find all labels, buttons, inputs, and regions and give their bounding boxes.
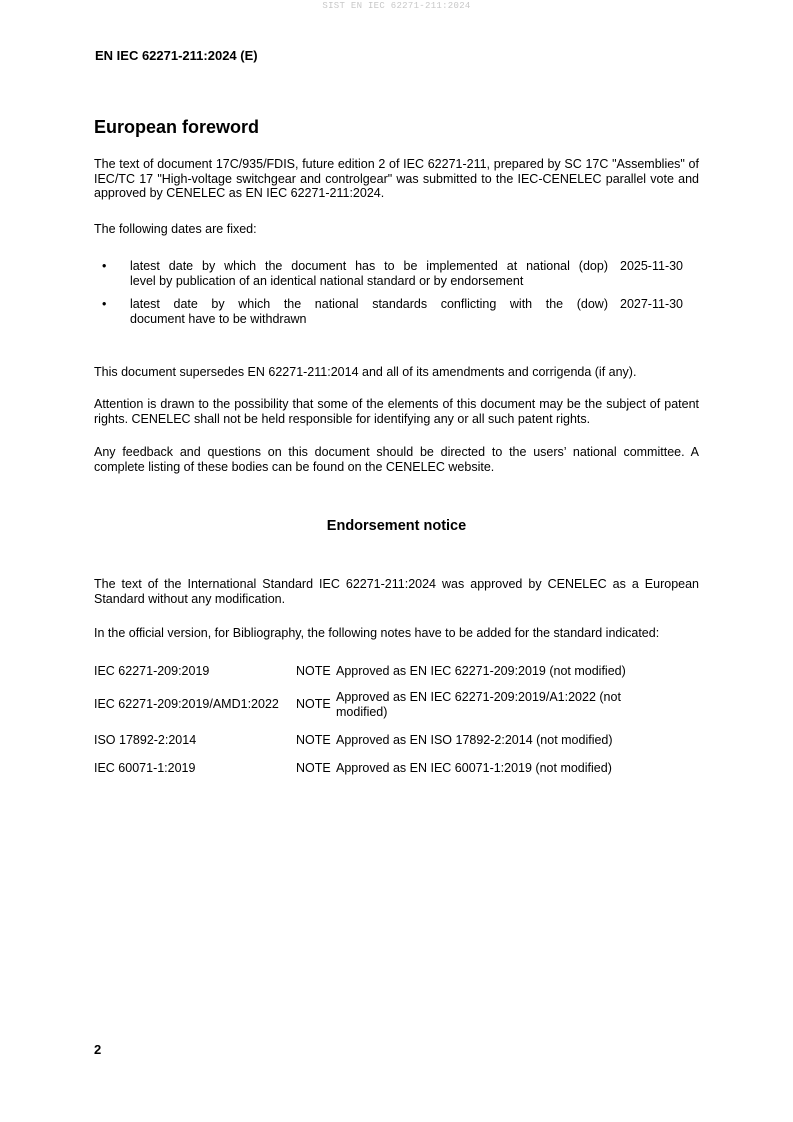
feedback-paragraph: Any feedback and questions on this document should be directed to the users’ national committee. A complete listing of these bodies can be found on the CENELEC website. — [94, 445, 699, 474]
bullet-icon: • — [102, 259, 107, 273]
note-label: NOTE — [296, 697, 331, 711]
note-text: Approved as EN IEC 62271-209:2019/A1:2022 (not modified) — [336, 690, 621, 719]
note-text: Approved as EN IEC 62271-209:2019 (not modified) — [336, 664, 626, 678]
note-label: NOTE — [296, 664, 331, 678]
note-standard: ISO 17892-2:2014 — [94, 733, 197, 747]
date-item-dow — [94, 297, 699, 329]
bullet-icon: • — [102, 297, 107, 311]
bibliography-intro: In the official version, for Bibliography, the following notes have to be added for the standard indicated: — [94, 626, 660, 640]
date-item-line1: latest date by which the document has to be implemented at national (dop) — [130, 259, 608, 273]
date-item-description — [130, 259, 608, 288]
note-text: Approved as EN ISO 17892-2:2014 (not modified) — [336, 733, 613, 747]
page-number: 2 — [94, 1042, 102, 1057]
note-standard: IEC 60071-1:2019 — [94, 761, 196, 775]
endorsement-title: Endorsement notice — [326, 518, 467, 534]
date-item-line2: level by publication of an identical national standard or by endorsement — [130, 273, 524, 288]
endorsement-paragraph: The text of the International Standard IEC 62271-211:2024 was approved by CENELEC as a European Standard without any modification. — [94, 577, 699, 606]
note-standard: IEC 62271-209:2019/AMD1:2022 — [94, 697, 279, 711]
note-text: Approved as EN IEC 60071-1:2019 (not modified) — [336, 761, 612, 775]
date-item-line2: document have to be withdrawn — [130, 311, 307, 326]
watermark: SIST EN IEC 62271-211:2024 — [322, 1, 471, 11]
date-item-dop — [94, 259, 699, 291]
date-item-description — [130, 297, 608, 326]
document-identifier: EN IEC 62271-211:2024 (E) — [95, 48, 258, 63]
foreword-intro-paragraph: The text of document 17C/935/FDIS, future edition 2 of IEC 62271-211, prepared by SC 17C "Assemblies" of IEC/TC 17 "High-voltage switchgear and controlgear" was submitted to the IEC-CENELEC parallel vote and approved by CENELEC as EN IEC 62271-211:2024. — [94, 157, 699, 200]
dates-intro: The following dates are fixed: — [94, 222, 257, 236]
date-item-line1: latest date by which the national standards conflicting with the (dow) — [130, 297, 608, 311]
supersedes-paragraph: This document supersedes EN 62271-211:2014 and all of its amendments and corrigenda (if any). — [94, 365, 637, 379]
date-item-value: 2027-11-30 — [620, 297, 684, 311]
patent-paragraph: Attention is drawn to the possibility that some of the elements of this document may be the subject of patent rights. CENELEC shall not be held responsible for identifying any or all such patent rights. — [94, 397, 699, 426]
note-standard: IEC 62271-209:2019 — [94, 664, 210, 678]
note-label: NOTE — [296, 733, 331, 747]
date-item-value: 2025-11-30 — [620, 259, 684, 273]
foreword-title: European foreword — [94, 117, 260, 137]
note-label: NOTE — [296, 761, 331, 775]
